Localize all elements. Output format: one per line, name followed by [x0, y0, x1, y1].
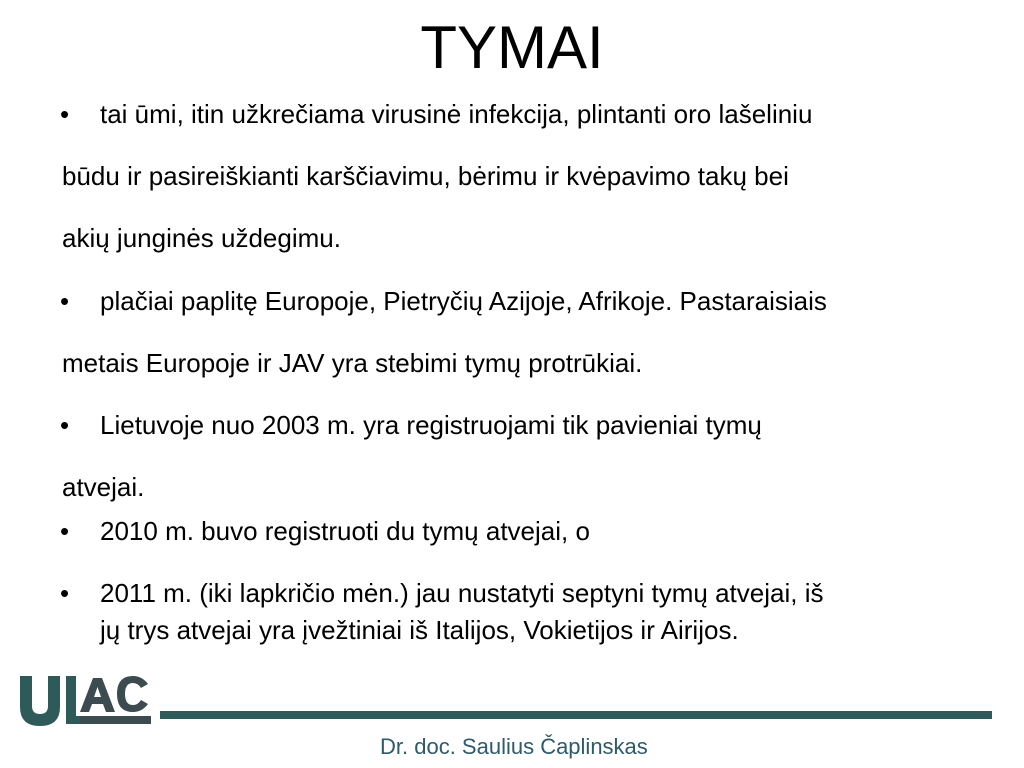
bullet-1-line-2: būdu ir pasireiškianti karščiavimu, bėrimu ir kvėpavimo takų bei: [62, 161, 789, 191]
footer-divider: [160, 711, 992, 719]
bullet-2-marker: •: [60, 286, 70, 316]
slide-title: TYMAI: [420, 14, 604, 81]
bullet-1-line-1: tai ūmi, itin užkrečiama virusinė infekcija, plintanti oro lašeliniu: [100, 99, 813, 129]
bullet-2-line-1: plačiai paplitę Europoje, Pietryčių Azijoje, Afrikoje. Pastaraisiais: [100, 286, 827, 316]
bullet-4-marker: •: [60, 516, 70, 546]
bullet-5-line-2: jų trys atvejai yra įvežtiniai iš Italijos, Vokietijos ir Airijos.: [100, 615, 739, 645]
bullet-3-line-1: Lietuvoje nuo 2003 m. yra registruojami tik pavieniai tymų: [100, 410, 762, 440]
bullet-5-marker: •: [60, 578, 70, 608]
bullet-1-marker: •: [60, 99, 70, 129]
footer-author: Dr. doc. Saulius Čaplinskas: [380, 734, 648, 759]
bullet-3-marker: •: [60, 410, 70, 440]
bullet-3-line-2: atvejai.: [62, 472, 145, 502]
bullet-5-line-1: 2011 m. (iki lapkričio mėn.) jau nustatyti septyni tymų atvejai, iš: [100, 578, 824, 608]
bullet-2-line-2: metais Europoje ir JAV yra stebimi tymų protrūkiai.: [62, 348, 643, 378]
bullet-4-line-1: 2010 m. buvo registruoti du tymų atvejai, o: [100, 516, 590, 546]
bullet-1-line-3: akių junginės uždegimu.: [62, 223, 341, 253]
ulac-logo: [18, 670, 153, 726]
